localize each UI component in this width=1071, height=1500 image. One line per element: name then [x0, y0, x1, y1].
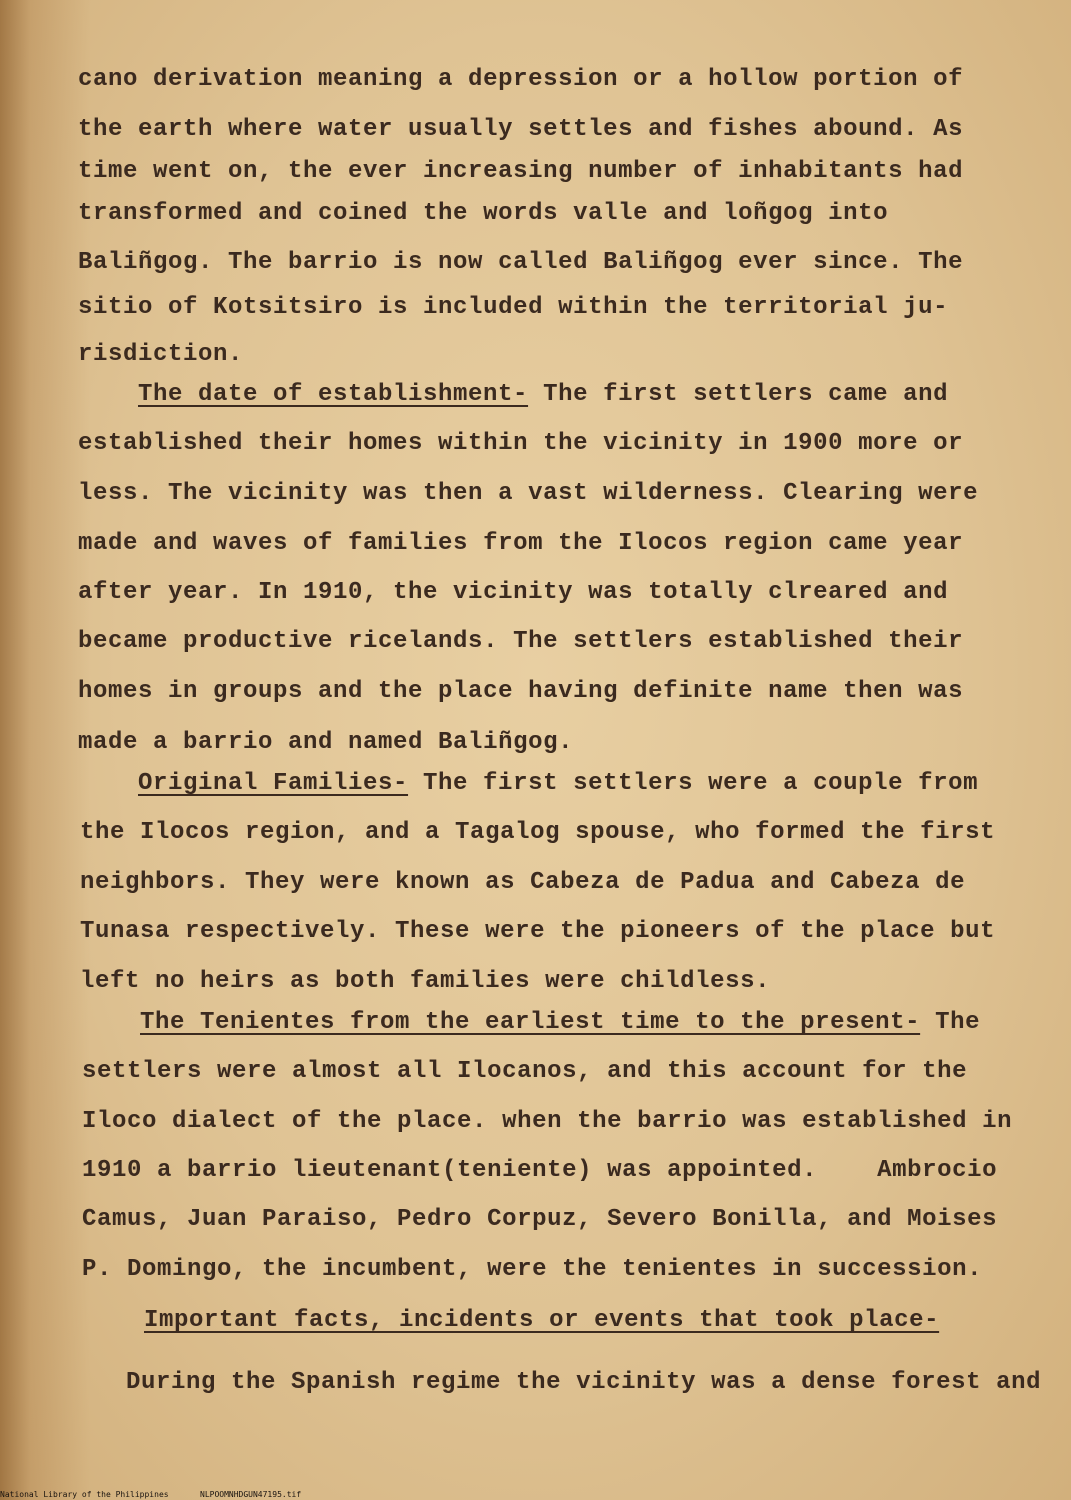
section-first-line — [144, 1307, 939, 1334]
text-line: During the Spanish regime the vicinity was a dense forest and — [126, 1369, 1042, 1396]
section-heading-establishment: The date of establishment- — [138, 381, 529, 408]
scan-footer — [0, 1489, 1071, 1500]
text-line: Iloco dialect of the place. when the barrio was established in — [82, 1108, 1013, 1135]
section-heading-rest: The first settlers came and — [528, 381, 949, 408]
text-line: cano derivation meaning a depression or a hollow portion of — [78, 66, 964, 93]
text-line: time went on, the ever increasing number of inhabitants had — [78, 158, 964, 185]
text-line: risdiction. — [78, 341, 244, 368]
text-line: Tunasa respectively. These were the pioneers of the place but — [80, 918, 996, 945]
text-line: after year. In 1910, the vicinity was totally clreared and — [78, 579, 949, 606]
text-line: transformed and coined the words valle and loñgog into — [78, 200, 889, 227]
section-heading-original-families: Original Families- — [138, 770, 409, 797]
text-line: settlers were almost all Ilocanos, and this account for the — [82, 1058, 968, 1085]
text-line: made a barrio and named Baliñgog. — [78, 729, 574, 756]
section-heading-rest: The — [920, 1009, 981, 1036]
text-line: became productive ricelands. The settlers established their — [78, 628, 964, 655]
text-line: Baliñgog. The barrio is now called Baliñgog ever since. The — [78, 249, 964, 276]
section-heading-important-facts: Important facts, incidents or events that took place- — [144, 1307, 940, 1334]
text-line: the Ilocos region, and a Tagalog spouse, who formed the first — [80, 819, 996, 846]
section-first-line — [138, 381, 948, 408]
text-line: left no heirs as both families were childless. — [80, 968, 771, 995]
section-first-line — [140, 1009, 980, 1036]
footer-filename: NLPOOMNHDGUN47195.tif — [200, 1490, 302, 1499]
text-line: established their homes within the vicinity in 1900 more or — [78, 430, 964, 457]
section-first-line — [138, 770, 978, 797]
text-line: sitio of Kotsitsiro is included within the territorial ju- — [78, 294, 949, 321]
text-line: Camus, Juan Paraiso, Pedro Corpuz, Severo Bonilla, and Moises — [82, 1206, 998, 1233]
footer-library: National Library of the Philippines — [0, 1490, 169, 1499]
text-line: homes in groups and the place having definite name then was — [78, 678, 964, 705]
text-line: P. Domingo, the incumbent, were the tenientes in succession. — [82, 1256, 983, 1283]
text-line: the earth where water usually settles and fishes abound. As — [78, 116, 964, 143]
section-heading-tenientes: The Tenientes from the earliest time to the present- — [140, 1009, 921, 1036]
text-line: 1910 a barrio lieutenant(teniente) was appointed. Ambrocio — [82, 1157, 998, 1184]
section-heading-rest: The first settlers were a couple from — [408, 770, 979, 797]
text-line: made and waves of families from the Ilocos region came year — [78, 530, 964, 557]
text-line: neighbors. They were known as Cabeza de Padua and Cabeza de — [80, 869, 966, 896]
text-line: less. The vicinity was then a vast wilderness. Clearing were — [78, 480, 979, 507]
